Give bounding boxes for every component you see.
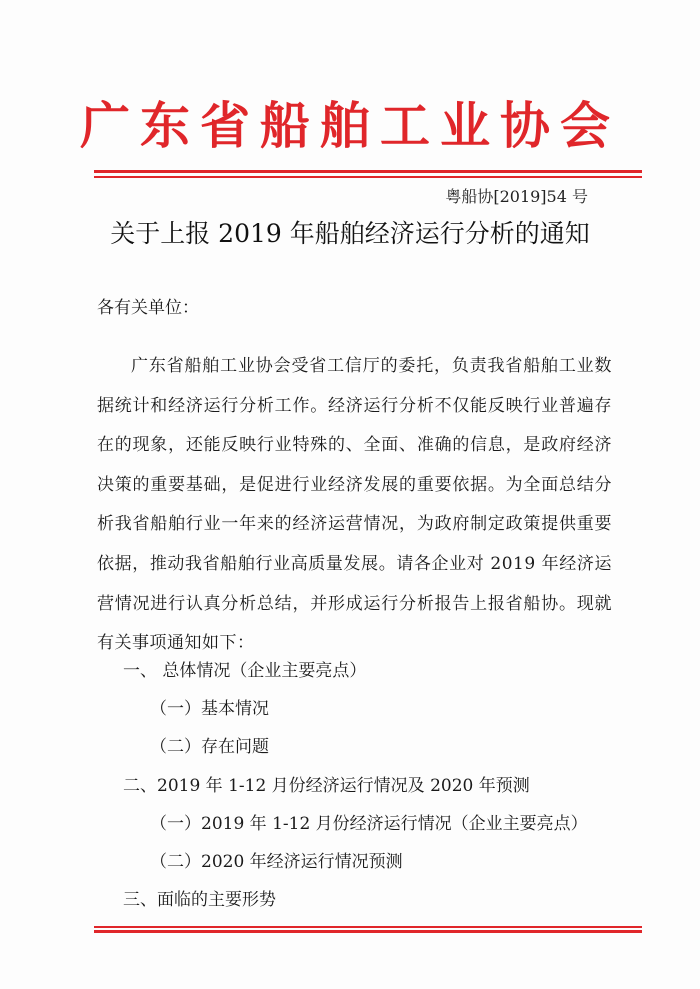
outline-item-2-2: （二）2020 年经济运行情况预测 [150,852,403,872]
salutation: 各有关单位： [97,298,199,318]
outline-item-1-1: （一）基本情况 [150,699,269,719]
outline-item-3: 三、面临的主要形势 [123,890,276,910]
outline-item-2-1: （一）2019 年 1-12 月份经济运行情况（企业主要亮点） [150,814,588,834]
outline-item-1: 一、 总体情况（企业主要亮点） [123,661,367,681]
letterhead-rule-top [94,170,642,180]
outline-item-1-2: （二）存在问题 [150,737,269,757]
outline-item-2: 二、2019 年 1-12 月份经济运行情况及 2020 年预测 [123,776,530,796]
notice-title: 关于上报 2019 年船舶经济运行分析的通知 [110,219,590,248]
document-number: 粤船协[2019]54 号 [445,187,588,206]
letterhead-organization: 广东省船舶工业协会 [80,96,620,155]
footer-rule-bottom [94,926,642,936]
notice-body-paragraph: 广东省船舶工业协会受省工信厅的委托，负责我省船舶工业数据统计和经济运行分析工作。经济运行分析不仅能反映行业普遍存在的现象，还能反映行业特殊的、全面、准确的信息，是政府经济决策的重要基础，是促进行业经济发展的重要依据。为全面总结分析我省船舶行业一年来的经济运营情况，为政府制定政策提供重要依据，推动我省船舶行业高质量发展。请各企业对 2019 年经济运营情况进行认真分析总结，并形成运行分析报告上报省船协。现就有关事项通知如下： [97,356,612,654]
